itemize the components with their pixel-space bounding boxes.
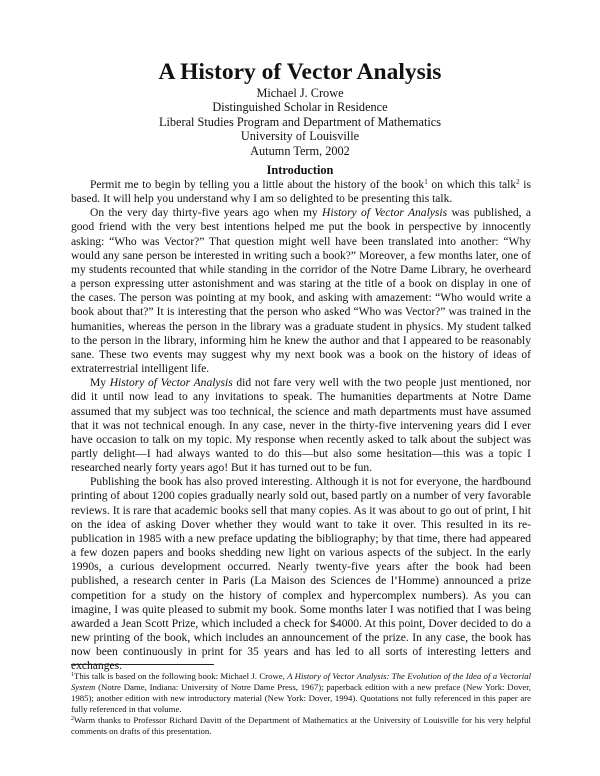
footnotes <box>71 671 531 736</box>
author-university: University of Louisville <box>240 129 360 144</box>
author-name: Michael J. Crowe <box>256 86 344 100</box>
body-text <box>71 178 531 673</box>
footnote-divider <box>71 664 214 665</box>
author-program: Liberal Studies Program and Department of Mathematics <box>158 114 442 129</box>
paragraph-4: Publishing the book has also proved interesting. Although it is not for everyone, the hardbound printing of about 1200 copies gradually nearly sold out, based partly on a number of very favorable reviews. It is rare that academic books sell that many copies. As it was about to go out of print, I hit on the idea of asking Dover whether they would want to take it over. This resulted in its re-publication in 1985 with a new preface updating the bibliography; by that time, there had appeared a few dozen papers and books shedding new light on various aspects of the subject. In the early 1990s, a curious development occurred. Nearly twenty-five years after the book had been published, a research center in Paris (La Maison des Sciences de l’Homme) announced a prize competition for a study on the history of complex and hypercomplex numbers). As you can imagine, I was quite pleased to submit my book. Some months later I was notified that I was being awarded a Jean Scott Prize, which included a check for $4000. At this point, Dover decided to do a new printing of the book, which includes an announcement of the prize. In any case, the book has now been continuously in print for 35 years and has led to all sorts of interesting letters and exchanges. <box>71 476 531 673</box>
footnote-2: $^2$Warm thanks to Professor Richard Davitt of the Department of Mathematics at the University of Louisville for his very helpful comments on drafts of this presentation. <box>71 714 531 736</box>
paragraph-3: My History of Vector Analysis did not fare very well with the two people just mentioned, nor did it until now lead to any invitations to speak. The humanities departments at Notre Dame assumed that my subject was too technical, the science and math departments must have assumed that it was not technical enough. In any case, never in the thirty-five intervening years did I ever have occasion to talk on my topic. My response when recently asked to talk about the subject was partly delight—I had always wanted to do this—but also some hesitation—this was a topic I researched nearly forty years ago! But it has turned out to be fun. <box>71 377 531 475</box>
footnote-marker[interactable]: 1 <box>424 178 428 186</box>
author-block <box>0 86 600 158</box>
paper-title: A History of Vector Analysis <box>158 59 442 85</box>
book-title: History of Vector Analysis <box>322 207 448 220</box>
book-title: A History of Vector Analysis: The Evolution of the Idea of a Vectorial System <box>71 671 532 692</box>
footnote-1: $^1$This talk is based on the following book: Michael J. Crowe, A History of Vector Analysis: The Evolution of the Idea of a Vectorial System (Notre Dame, Indiana: University of Notre Dame Press, 1967); paperback edition with a new preface (New York: Dover, 1985); another edition with new introductory material (New York: Dover, 1994). Quotations not fully referenced in this paper are fully referenced in that volume. <box>71 671 532 714</box>
section-heading: Introduction <box>266 163 334 177</box>
author-term: Autumn Term, 2002 <box>250 143 350 158</box>
book-title: History of Vector Analysis <box>109 377 233 390</box>
paragraph-2: On the very day thirty-five years ago when my History of Vector Analysis was published, a good friend with the very best intentions helped me put the book in perspective by innocently asking: “Who was Vector?” That question might well have been translated into another: “Why would any sane person be interested in writing such a book?” Moreover, a few months later, one of my students recounted that while standing in the corridor of the Notre Dame Library, he overheard a person expressing utter astonishment and was staring at the title of a book on display in one of the cases. The person was pointing at my book, and asking with amazement: “Who would write a book about that?” It is interesting that the person who asked “Who was Vector?” was trained in the humanities, whereas the person in the library was a graduate student in physics. My student talked to the person in the library, informing him he knew the author and that I appeared to be reasonably sane. These two events may suggest why my next book was a book on the history of ideas of extraterrestrial intelligent life. <box>71 207 531 376</box>
paragraph-1: Permit me to begin by telling you a little about the history of the book$^1$ on which this talk$^2$ is based. It will help you understand why I am so delighted to be presenting this talk. <box>71 178 532 206</box>
author-position: Distinguished Scholar in Residence <box>212 100 388 115</box>
footnote-marker[interactable]: 2 <box>516 178 520 186</box>
